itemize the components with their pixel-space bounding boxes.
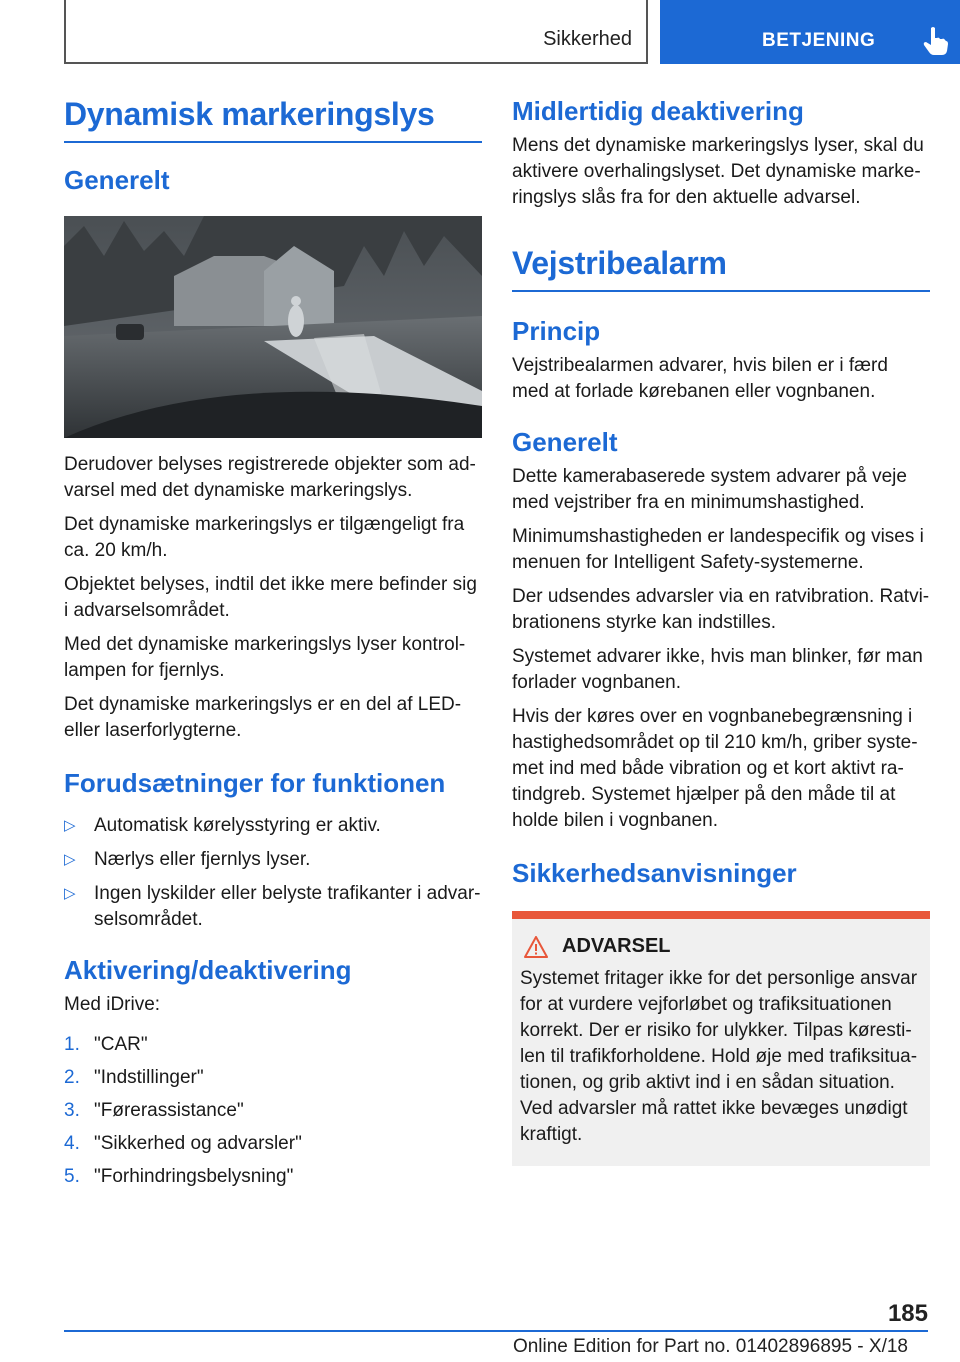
paragraph: Hvis der køres over en vognbanebegrænsning i hastighedsområdet op til 210 km/h, griber syste‐met ind med både vibration og et kort aktivt ra‐tindgreb. Systemet hjælper på den måde til at holde bilen i vognbanen. [512,706,918,831]
general-heading: Generelt [512,427,618,457]
paragraph: Med det dynamiske markeringslys lyser kontrol‐lampen for fjernlys. [64,634,466,681]
step-item: 4. "Sikkerhed og advarsler" [64,1133,302,1154]
warning-box [512,911,930,1166]
list-item: ▷ Nærlys eller fjernlys lyser. [64,847,482,873]
paragraph: Objektet belyses, indtil det ikke mere befinder sig i advarselsområdet. [64,574,477,621]
warning-triangle-icon [524,936,548,958]
activation-steps [64,1032,482,1190]
safety-heading: Sikkerhedsanvisninger [512,858,797,888]
step-item: 5. "Forhindringsbelysning" [64,1166,294,1187]
header-section-box [64,0,648,64]
page-number: 185 [887,1300,928,1327]
paragraph: Dette kamerabaserede system advarer på veje med vejstriber fra en minimumshastighed. [512,466,907,513]
activation-heading: Aktivering/deaktivering [64,955,352,985]
left-column [64,96,482,1197]
right-column [512,96,930,1166]
list-item: ▷ Ingen lyskilder eller belyste trafikanter i advar‐selsområdet. [64,883,481,930]
paragraph: Derudover belyses registrerede objekter som ad‐varsel med det dynamiske markeringslys. [64,454,476,501]
step-item: 2. "Indstillinger" [64,1067,204,1088]
triangle-bullet-icon: ▷ [64,851,76,868]
footer-rule [64,1330,928,1332]
temp-deactivation-text: Mens det dynamiske markeringslys lyser, skal du aktivere overhalingslyset. Det dynamiske marke‐ringslys slås fra for den aktuelle advarsel. [512,135,924,208]
general-heading: Generelt [64,165,170,195]
requirements-heading: Forudsætninger for funktionen [64,768,446,798]
warning-text: Systemet fritager ikke for det personlige ansvar for at vurdere vejforløbet og trafiksituationen korrekt. Der er risiko for ulykker. Tilpas køresti‐len til trafikforholdene. Hold øje med trafiksitua‐tionen, og grib aktivt ind i en sådan situation. Ved advarsler må rattet ikke bevæges unødigt kraftigt. [520,968,918,1145]
triangle-bullet-icon: ▷ [64,885,76,902]
warning-label: ADVARSEL [562,935,671,957]
requirements-list [64,813,482,933]
footer-edition: Online Edition for Part no. 01402896895 - X/18 [512,1336,908,1357]
general-body [64,452,482,744]
night-road-illustration [64,216,482,438]
step-item: 3. "Førerassistance" [64,1100,244,1121]
principle-text: Vejstribealarmen advarer, hvis bilen er i færd med at forlade kørebanen eller vognbanen. [512,355,888,402]
principle-heading: Princip [512,316,601,346]
paragraph: Systemet advarer ikke, hvis man blinker, før man forlader vognbanen. [512,646,923,693]
header-chapter-label: BETJENING [762,30,876,51]
title-rule [64,141,482,143]
triangle-bullet-icon: ▷ [64,817,76,834]
paragraph: Det dynamiske markeringslys er en del af LED- eller laserforlygterne. [64,694,462,741]
temp-deactivation-heading: Midlertidig deaktivering [512,96,804,126]
lane-alarm-rule [512,290,930,292]
paragraph: Minimumshastigheden er landespecifik og vises i menuen for Intelligent Safety-systemerne. [512,526,924,573]
paragraph: Det dynamiske markeringslys er tilgængeligt fra ca. 20 km/h. [64,514,465,561]
step-item: 1. "CAR" [64,1034,148,1055]
lane-alarm-title: Vejstribealarm [512,245,727,281]
activation-intro: Med iDrive: [64,994,161,1015]
warning-title [520,935,922,958]
list-item: ▷ Automatisk kørelysstyring er aktiv. [64,813,482,839]
hand-pointer-icon [922,26,948,56]
header-chapter-tab [660,0,960,64]
paragraph: Der udsendes advarsler via en ratvibration. Ratvi‐brationens styrke kan indstilles. [512,586,930,633]
header-section-label: Sikkerhed [543,28,632,50]
section-title: Dynamisk markeringslys [64,96,435,132]
